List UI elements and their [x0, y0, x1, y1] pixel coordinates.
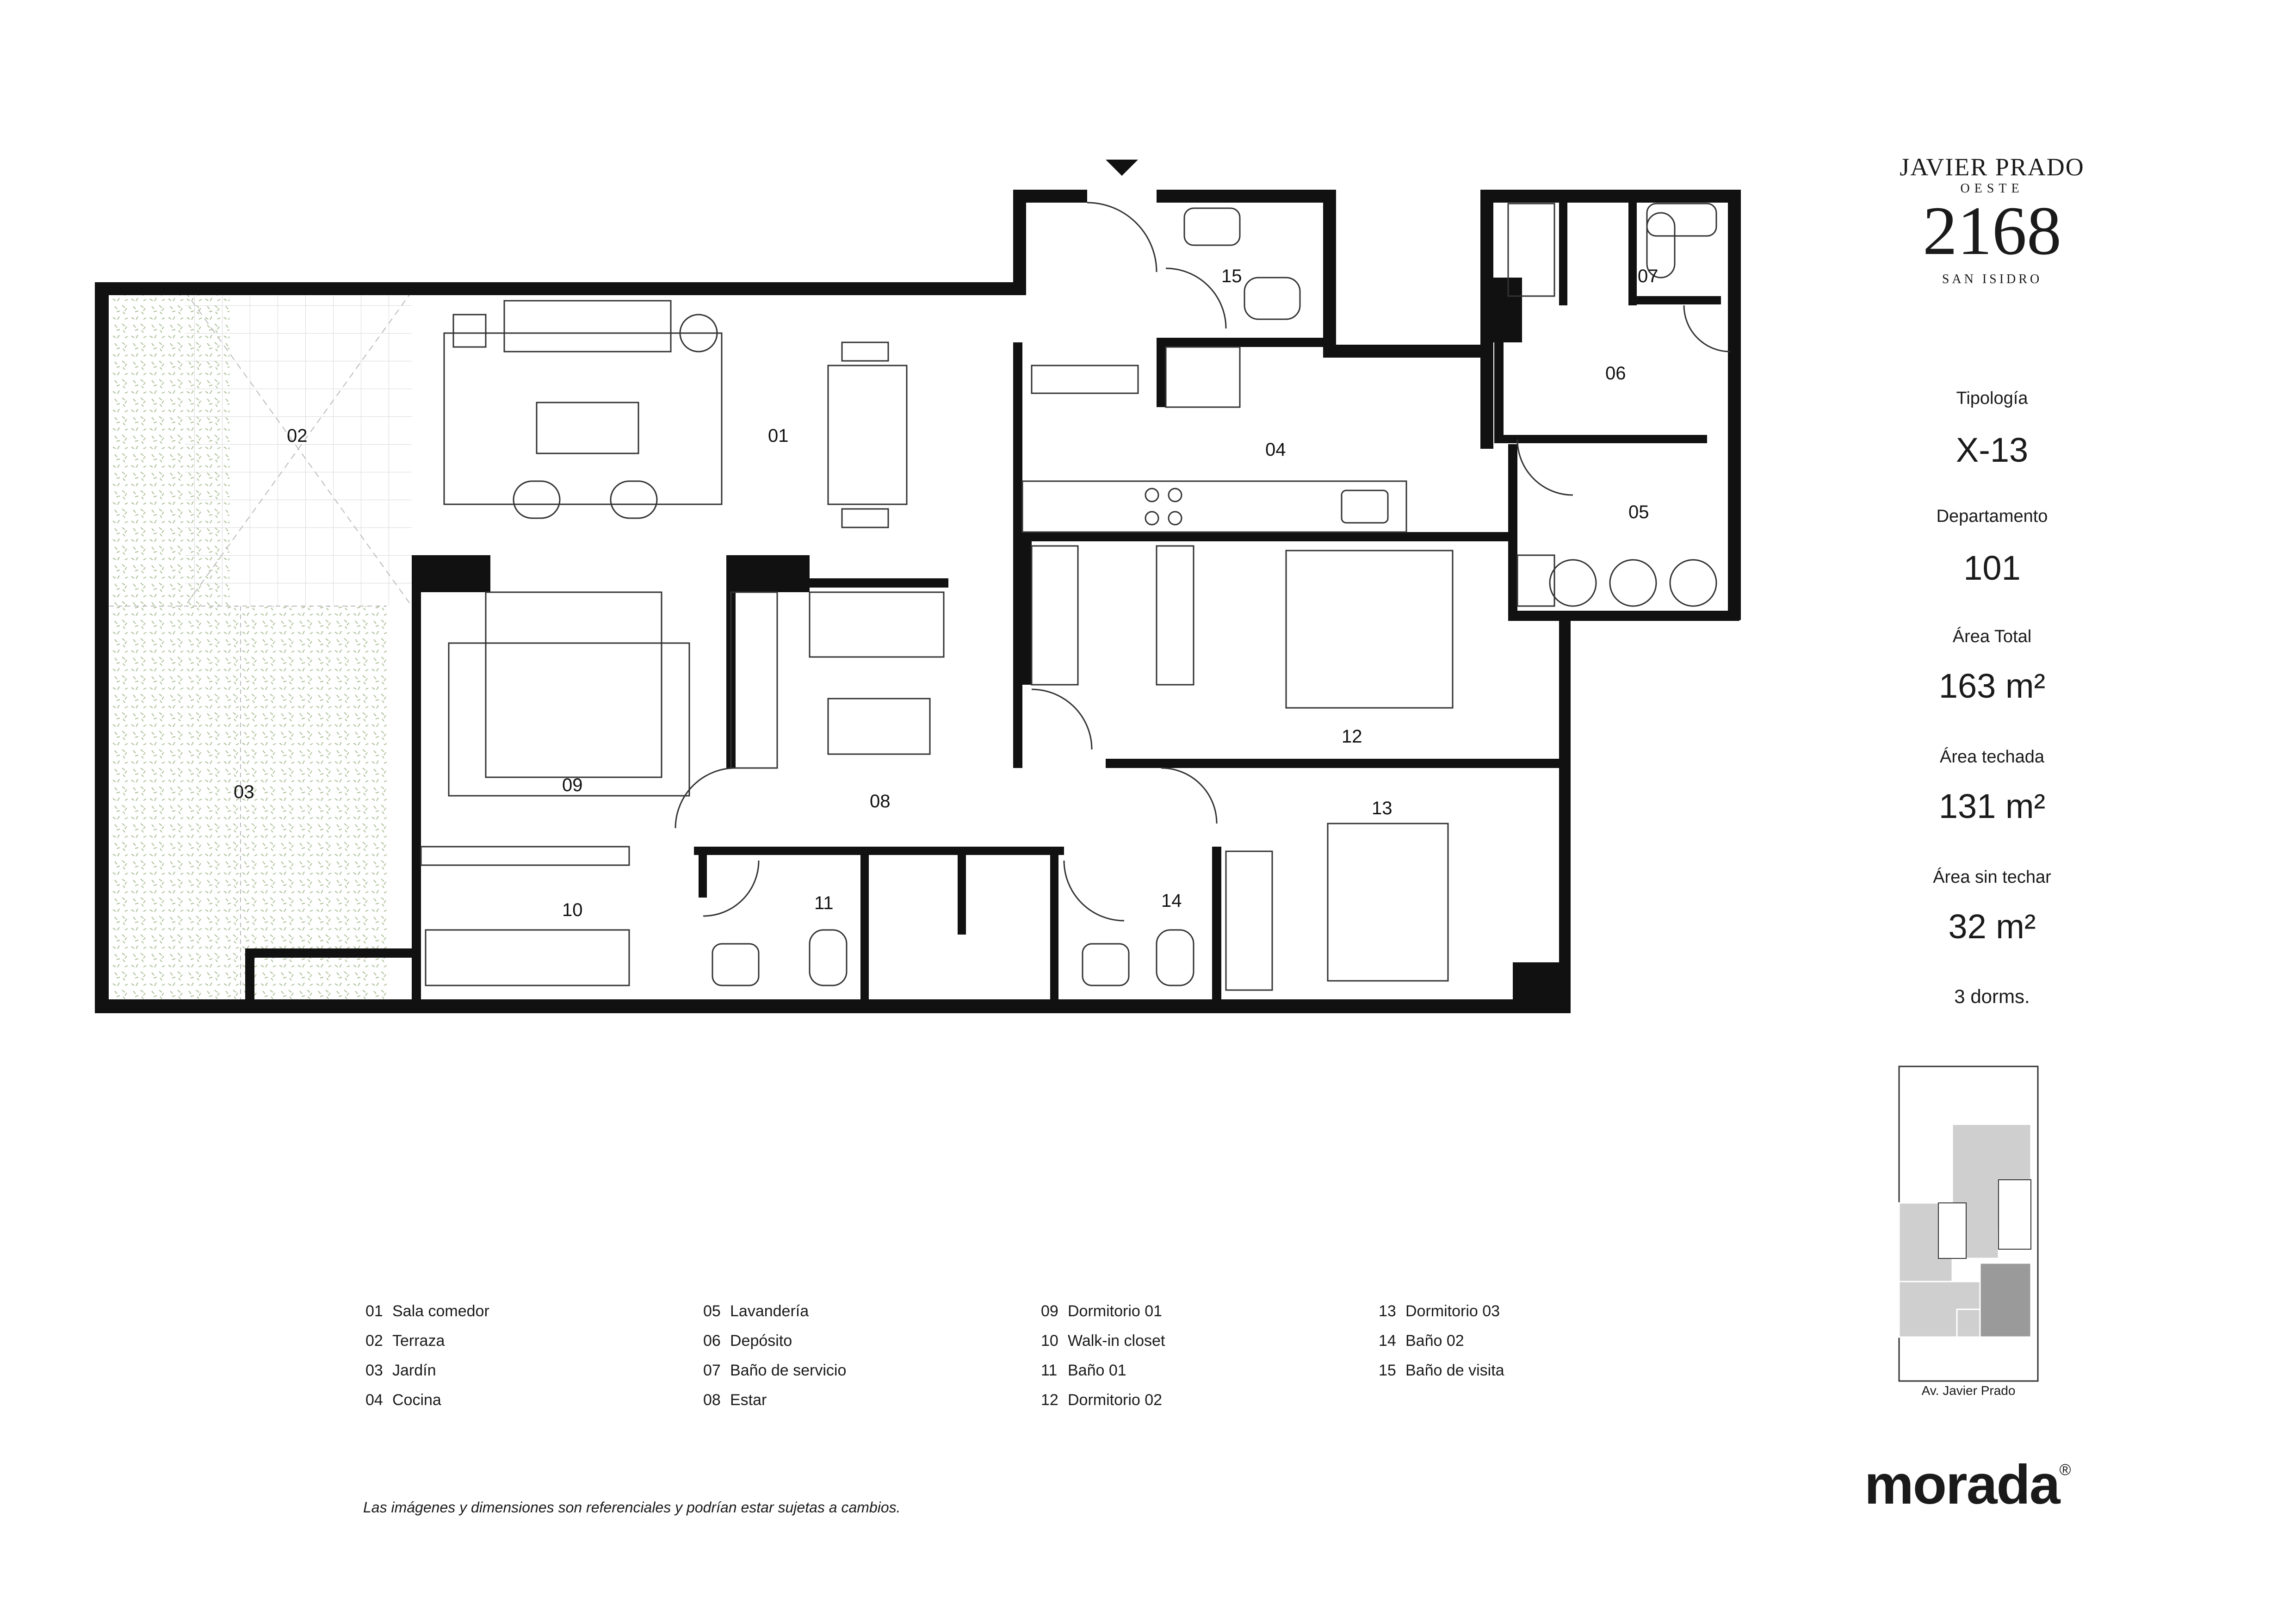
- tipologia-value: X-13: [1956, 431, 2029, 469]
- legend-item: 06 Depósito: [703, 1332, 792, 1350]
- entry-arrow: [1106, 160, 1138, 176]
- room-label-14: 14: [1161, 891, 1182, 911]
- brand-line1: JAVIER PRADO: [1900, 153, 2085, 181]
- room-label-07: 07: [1638, 266, 1659, 286]
- room-label-01: 01: [768, 426, 789, 446]
- project-brand: [1853, 153, 2131, 287]
- doors: [675, 203, 1730, 921]
- room-label-15: 15: [1221, 266, 1242, 286]
- area-total-label: Área Total: [1952, 627, 2032, 646]
- legend-item: 04 Cocina: [365, 1391, 441, 1409]
- legend-column-2: [703, 1302, 846, 1421]
- room-label-05: 05: [1628, 502, 1649, 522]
- brand-district: SAN ISIDRO: [1942, 272, 2042, 286]
- legend-item: 11 Baño 01: [1041, 1362, 1126, 1379]
- legend-item: 15 Baño de visita: [1379, 1362, 1504, 1379]
- dorms-count: 3 dorms.: [1954, 985, 2030, 1007]
- legend-item: 12 Dormitorio 02: [1041, 1391, 1163, 1409]
- brand-line2: OESTE: [1960, 181, 2024, 196]
- room-label-11: 11: [814, 893, 834, 913]
- key-map-caption: Av. Javier Prado: [1921, 1383, 2016, 1398]
- room-label-04: 04: [1265, 440, 1286, 460]
- legend-item: 08 Estar: [703, 1391, 767, 1409]
- room-label-09: 09: [562, 775, 583, 795]
- area-sin-techar-label: Área sin techar: [1933, 867, 2051, 887]
- legend-item: 01 Sala comedor: [365, 1302, 489, 1320]
- room-label-08: 08: [870, 791, 891, 812]
- area-techada-label: Área techada: [1939, 747, 2045, 767]
- legend-item: 13 Dormitorio 03: [1379, 1302, 1500, 1320]
- room-labels: [234, 266, 1659, 920]
- disclaimer-text: Las imágenes y dimensiones son referenciales y podrían estar sujetas a cambios.: [363, 1499, 901, 1516]
- legend-item: 14 Baño 02: [1379, 1332, 1464, 1350]
- legend-column-3: [1041, 1302, 1165, 1421]
- legend-column-1: [365, 1302, 489, 1421]
- room-label-06: 06: [1605, 363, 1626, 384]
- legend-item: 07 Baño de servicio: [703, 1362, 847, 1379]
- legend-item: 05 Lavandería: [703, 1302, 809, 1320]
- legend-item: 10 Walk-in closet: [1041, 1332, 1165, 1350]
- morada-logo: morada®: [1864, 1454, 2070, 1516]
- room-label-03: 03: [234, 782, 254, 802]
- area-total-value: 163 m²: [1938, 667, 2046, 705]
- brand-number: 2168: [1923, 192, 2061, 269]
- area-techada-value: 131 m²: [1938, 787, 2046, 825]
- room-label-02: 02: [287, 426, 308, 446]
- departamento-value: 101: [1963, 549, 2021, 587]
- terrace-area: [185, 291, 412, 606]
- key-map: [1897, 1064, 2063, 1406]
- legend-item: 02 Terraza: [365, 1332, 445, 1350]
- room-label-13: 13: [1372, 798, 1392, 818]
- legend-item: 09 Dormitorio 01: [1041, 1302, 1163, 1320]
- room-label-10: 10: [562, 900, 583, 920]
- legend-column-4: [1379, 1302, 1504, 1391]
- area-sin-techar-value: 32 m²: [1948, 907, 2036, 946]
- legend-item: 03 Jardín: [365, 1362, 436, 1379]
- tipologia-label: Tipología: [1956, 389, 2028, 408]
- departamento-label: Departamento: [1936, 507, 2048, 526]
- room-label-12: 12: [1342, 726, 1362, 747]
